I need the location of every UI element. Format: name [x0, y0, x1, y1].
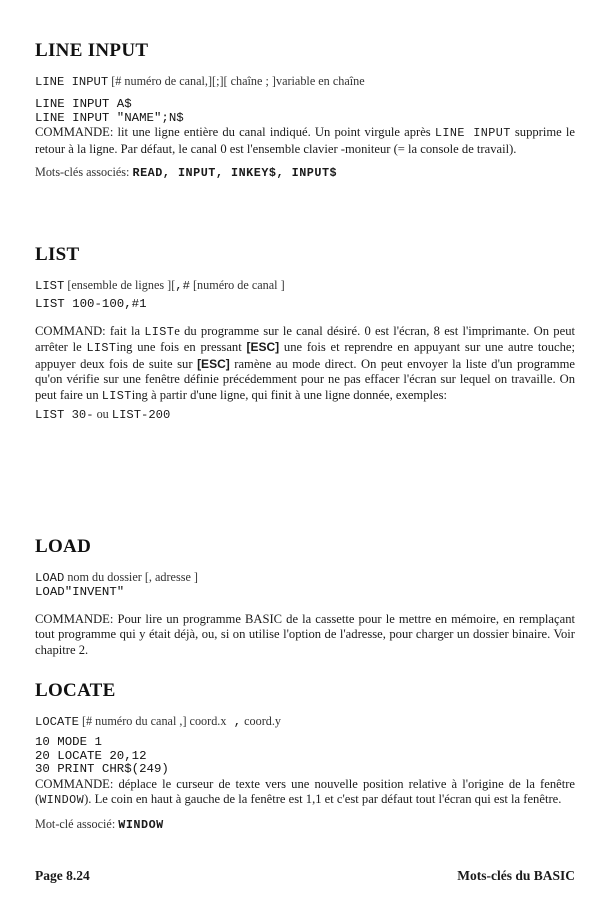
- syntax-load: [35, 570, 575, 586]
- description-text: Pour lire un programme BASIC de la cassette pour le mettre en mémoire, en remplaçant tout programme qui y était déjà, ou, si on utilise l'option de l'adresse, pour charger un dossier binaire. Voir chapitre 2.: [35, 611, 575, 657]
- syntax-args: coord.y: [241, 714, 282, 728]
- description-text: supprime le retour à la ligne. Par défaut, le canal 0 est l'ensemble clavier -moniteur (= la console de travail).: [35, 125, 575, 156]
- description-text: ing à partir d'une ligne, qui finit à une ligne donnée, exemples:: [131, 387, 447, 402]
- description-text: e du programme sur le canal désiré. 0 est l'écran, 8 est l'imprimante. On peut arrêter le: [35, 323, 575, 355]
- example-connector: ou: [93, 406, 112, 421]
- related-keywords-locate: [35, 817, 575, 833]
- syntax-keyword: LINE INPUT: [35, 75, 109, 89]
- related-label: Mots-clés associés:: [35, 165, 133, 180]
- example-code: LIST 30-: [35, 407, 94, 422]
- description-text: une fois et reprendre en appuyant sur une autre touche; appuyer deux fois de suite sur: [35, 340, 575, 371]
- chapter-title: Mots-clés du BASIC: [457, 868, 575, 883]
- code-line: 10 MODE 1: [35, 735, 102, 749]
- syntax-keyword: ,: [226, 715, 242, 729]
- esc-key-label: [ESC]: [197, 356, 230, 371]
- esc-key-label: [ESC]: [246, 340, 280, 355]
- description-text: déplace le curseur de texte vers une nouvelle position relative à l'origine de la fenêtre (: [35, 776, 575, 807]
- syntax-list: [35, 278, 575, 294]
- description-text: ing une fois en pressant: [116, 340, 247, 355]
- description-label: COMMANDE:: [35, 125, 114, 140]
- syntax-line-input: [35, 74, 575, 90]
- description-label: COMMANDE:: [35, 611, 114, 626]
- description-load: [35, 612, 575, 659]
- syntax-args: nom du dossier [, adresse ]: [64, 570, 198, 584]
- inline-keyword: LIST: [144, 324, 175, 339]
- related-keywords-line-input: [35, 165, 575, 181]
- code-line: LINE INPUT A$: [35, 97, 132, 111]
- section-line-input: [35, 40, 575, 181]
- heading-line-input: LINE INPUT: [35, 40, 149, 61]
- example-code: LIST-200: [111, 407, 171, 422]
- description-label: COMMANDE:: [35, 776, 114, 791]
- description-locate: [35, 777, 575, 809]
- page-number: Page 8.24: [35, 868, 90, 883]
- syntax-keyword: LIST: [35, 279, 65, 293]
- syntax-args: [numéro de canal ]: [189, 278, 285, 292]
- section-list: [35, 244, 575, 423]
- syntax-args: [ensemble de lignes ][: [64, 278, 176, 292]
- heading-list: LIST: [35, 244, 80, 265]
- code-line: LOAD"INVENT": [35, 585, 125, 599]
- code-block-locate: [35, 736, 575, 777]
- related-list: WINDOW: [118, 817, 164, 832]
- description-label: COMMAND:: [35, 323, 106, 338]
- syntax-args: [# numéro du canal ,] coord.x: [78, 714, 227, 728]
- heading-locate: LOCATE: [35, 680, 116, 701]
- code-line: 20 LOCATE 20,12: [35, 748, 147, 763]
- syntax-keyword: LOAD: [35, 571, 65, 585]
- description-text: lit une ligne entière du canal indiqué. Un point virgule après: [113, 125, 435, 140]
- inline-keyword: WINDOW: [39, 793, 85, 808]
- syntax-args: [# numéro de canal,][;][ chaîne ; ]: [108, 74, 276, 88]
- description-text: ). Le coin en haut à gauche de la fenêtre est 1,1 et c'est par défaut tout l'écran qui est la fenêtre.: [84, 792, 562, 807]
- inline-keyword: LIST: [86, 341, 117, 356]
- inline-keyword: LIST: [101, 388, 132, 403]
- description-text: ramène au mode direct. On peut envoyer la liste d'un programme qu'on vérifie sur une fenêtre définie précédemment pour ne pas effacer l'écran sur lequel on travaille. On peut faire un: [35, 356, 575, 402]
- heading-load: LOAD: [35, 536, 92, 557]
- related-list: READ, INPUT, INKEY$, INPUT$: [132, 166, 338, 181]
- page-footer: [35, 868, 575, 886]
- code-line: 30 PRINT CHR$(249): [35, 762, 169, 777]
- code-line: LIST 100-100,#1: [35, 297, 147, 311]
- description-line-input: [35, 125, 575, 157]
- description-text: fait la: [105, 323, 145, 338]
- code-line: LINE INPUT "NAME";N$: [35, 110, 184, 125]
- inline-keyword: LINE INPUT: [434, 126, 511, 141]
- code-block-line-input: [35, 98, 575, 125]
- syntax-keyword: ,#: [175, 279, 190, 293]
- syntax-locate: [35, 714, 575, 730]
- section-load: [35, 536, 575, 658]
- syntax-args: variable en chaîne: [275, 74, 365, 88]
- syntax-keyword: LOCATE: [35, 715, 79, 729]
- related-label: Mot-clé associé:: [35, 816, 119, 831]
- section-locate: [35, 680, 575, 833]
- description-list: [35, 324, 575, 405]
- example-list: [35, 407, 575, 423]
